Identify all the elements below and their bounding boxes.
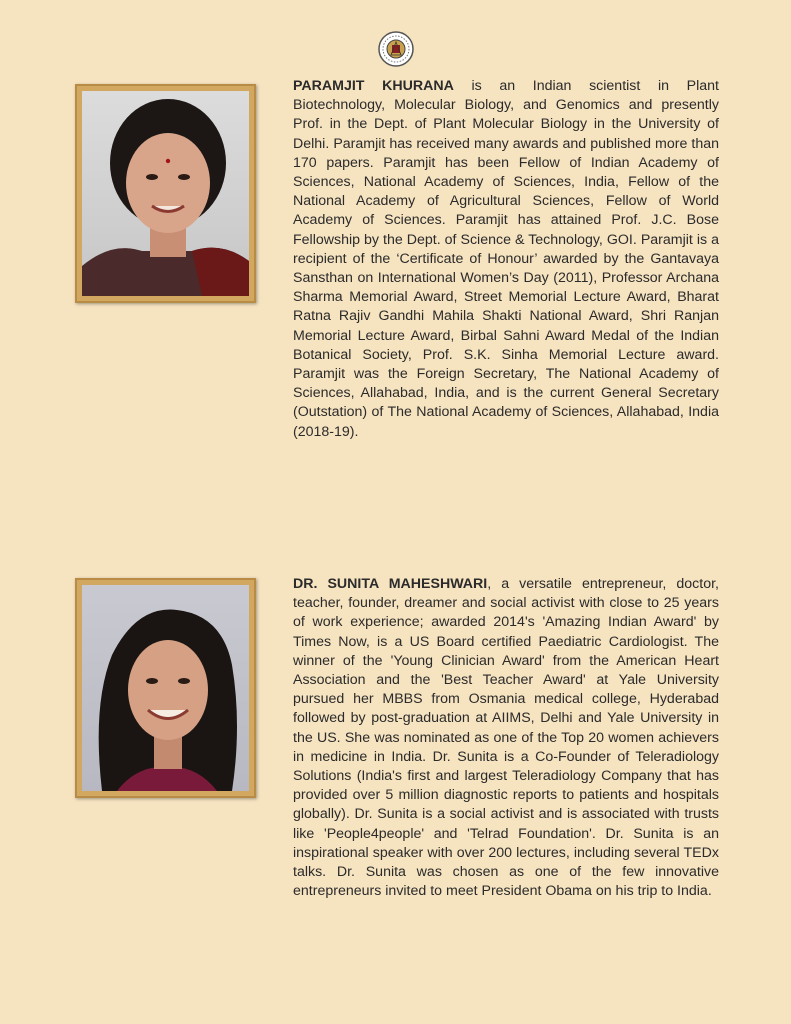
emblem-logo-icon <box>378 31 414 67</box>
bio-paragraph-khurana <box>293 77 719 442</box>
bio-text: , a versatile entrepreneur, doctor, teacher, founder, dreamer and social activist with close to 25 years of work experience; awarded 2014's 'Amazing Indian Award' by Times Now, is a US Board certified Paediatric Cardiologist. The winner of the 'Young Clinician Award' from the American Heart Association and the 'Best Teacher Award' at Yale University pursued her MBBS from Osmania medical college, Hyderabad followed by post-graduation at AIIMS, Delhi and Yale University in the US. She was nominated as one of the Top 20 women achievers in medicine in India. Dr. Sunita is a Co-Founder of Teleradiology Solutions (India's first and largest Teleradiology Company that has provided over 5 million diagnostic reports to patients and hospitals globally). Dr. Sunita is a social activist and is associated with trusts like 'People4people' and 'Telrad Foundation'. Dr. Sunita is an inspirational speaker with over 200 lectures, including several TEDx talks. Dr. Sunita was chosen as one of the few innovative entrepreneurs invited to meet President Obama on his trip to India. <box>293 576 719 900</box>
portrait-photo-maheshwari <box>75 578 256 798</box>
bio-text: is an Indian scientist in Plant Biotechnology, Molecular Biology, and Genomics and presently Prof. in the Dept. of Plant Molecular Biology in the University of Delhi. Paramjit has received many awards and published more than 170 papers. Paramjit has been Fellow of Indian Academy of Sciences, National Academy of Sciences, India, Fellow of the National Academy of Agricultural Sciences, Fellow of World Academy of Sciences. Paramjit has attained Prof. J.C. Bose Fellowship by the Dept. of Science & Technology, GOI. Paramjit is a recipient of the ‘Certificate of Honour’ awarded by the Gantavaya Sansthan on International Women’s Day (2011), Professor Archana Sharma Memorial Award, Street Memorial Lecture Award, Bharat Ratna Rajiv Gandhi Mahila Shakti National Award, Shri Ranjan Memorial Lecture Award, Birbal Sahni Award Medal of the Indian Botanical Society, Prof. S.K. Sinha Memorial Lecture award. Paramjit was the Foreign Secretary, The National Academy of Sciences, Allahabad, India, and is the current General Secretary (Outstation) of The National Academy of Sciences, Allahabad, India (2018-19). <box>293 78 719 440</box>
portrait-photo-khurana <box>75 84 256 303</box>
bio-name: DR. SUNITA MAHESHWARI <box>293 576 488 592</box>
bio-name: PARAMJIT KHURANA <box>293 78 454 94</box>
bio-paragraph-maheshwari <box>293 575 719 901</box>
